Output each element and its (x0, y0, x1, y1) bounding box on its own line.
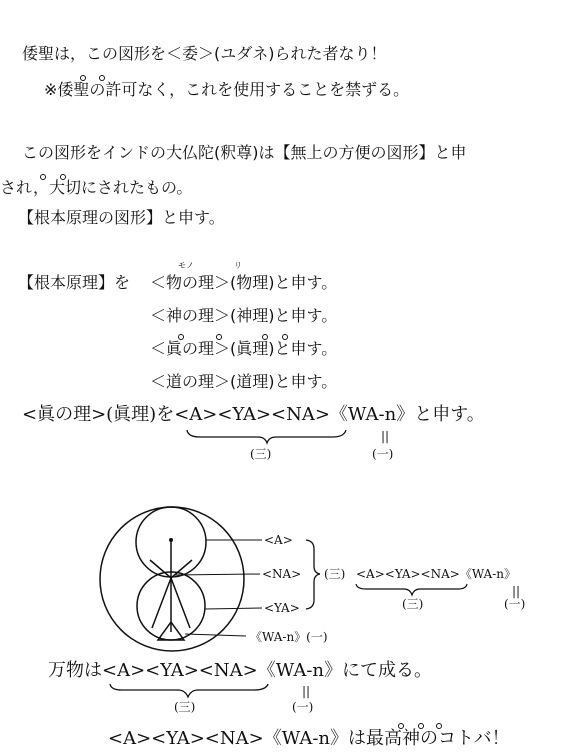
brace-right (306, 540, 320, 609)
label-na: <NA> (262, 567, 302, 581)
para-line-2: され，大切にされたもの。 (0, 178, 193, 197)
principle-item-3: ＜眞の理＞(眞理)と申す。 (150, 339, 338, 358)
shinri-three: (三) (250, 447, 272, 461)
conclusion-eq: || (302, 684, 311, 698)
diagram-formula-one: (一) (504, 597, 526, 611)
intro-line-1: 倭聖は，この図形を＜委＞(ユダネ)られた者なり！ (22, 44, 387, 63)
ruby-mono: モノ (178, 261, 194, 270)
label-wan: 《WA-n》(一) (250, 630, 328, 644)
brace-under-shinri (187, 430, 346, 443)
para-line-3: 【根本原理の図形】と申す。 (18, 208, 225, 227)
principles-lead: 【根本原理】を (18, 273, 131, 292)
para-line-1: この図形をインドの大仏陀(釈尊)は【無上の方便の図形】と申 (22, 143, 467, 162)
center-dot (169, 538, 173, 542)
brace-under-conclusion (110, 684, 268, 697)
shinri-one: (一) (372, 447, 394, 461)
principle-item-1: ＜物の理＞(物理)と申す。 (150, 273, 338, 292)
diagram-formula: <A><YA><NA>《WA-n》 (356, 567, 517, 581)
principle-item-4: ＜道の理＞(道理)と申す。 (150, 372, 338, 391)
shinri-eq: || (381, 429, 390, 443)
label-ya: <YA> (264, 601, 300, 615)
pointer-ya (205, 608, 262, 609)
principle-item-2: ＜神の理＞(神理)と申す。 (150, 306, 338, 325)
brace-under-diagram-formula (356, 584, 467, 595)
conclusion-line-1: 万物は<A><YA><NA>《WA-n》にて成る。 (48, 660, 433, 681)
shinri-line: <眞の理>(眞理)を<A><YA><NA>《WA-n》と申す。 (22, 404, 485, 425)
diagram-formula-three: (三) (402, 597, 424, 611)
pointer-na (175, 574, 260, 575)
ruby-ri: リ (234, 261, 242, 270)
diagram-formula-eq: || (512, 584, 521, 598)
conclusion-three: (三) (174, 700, 196, 714)
label-a: <A> (264, 533, 293, 547)
group-three: (三) (324, 567, 346, 581)
intro-line-2: ※倭聖の許可なく，これを使用することを禁ずる。 (44, 80, 410, 99)
conclusion-line-2: <A><YA><NA>《WA-n》は最高神のコトバ！ (108, 728, 510, 749)
conclusion-one: (一) (292, 700, 314, 714)
